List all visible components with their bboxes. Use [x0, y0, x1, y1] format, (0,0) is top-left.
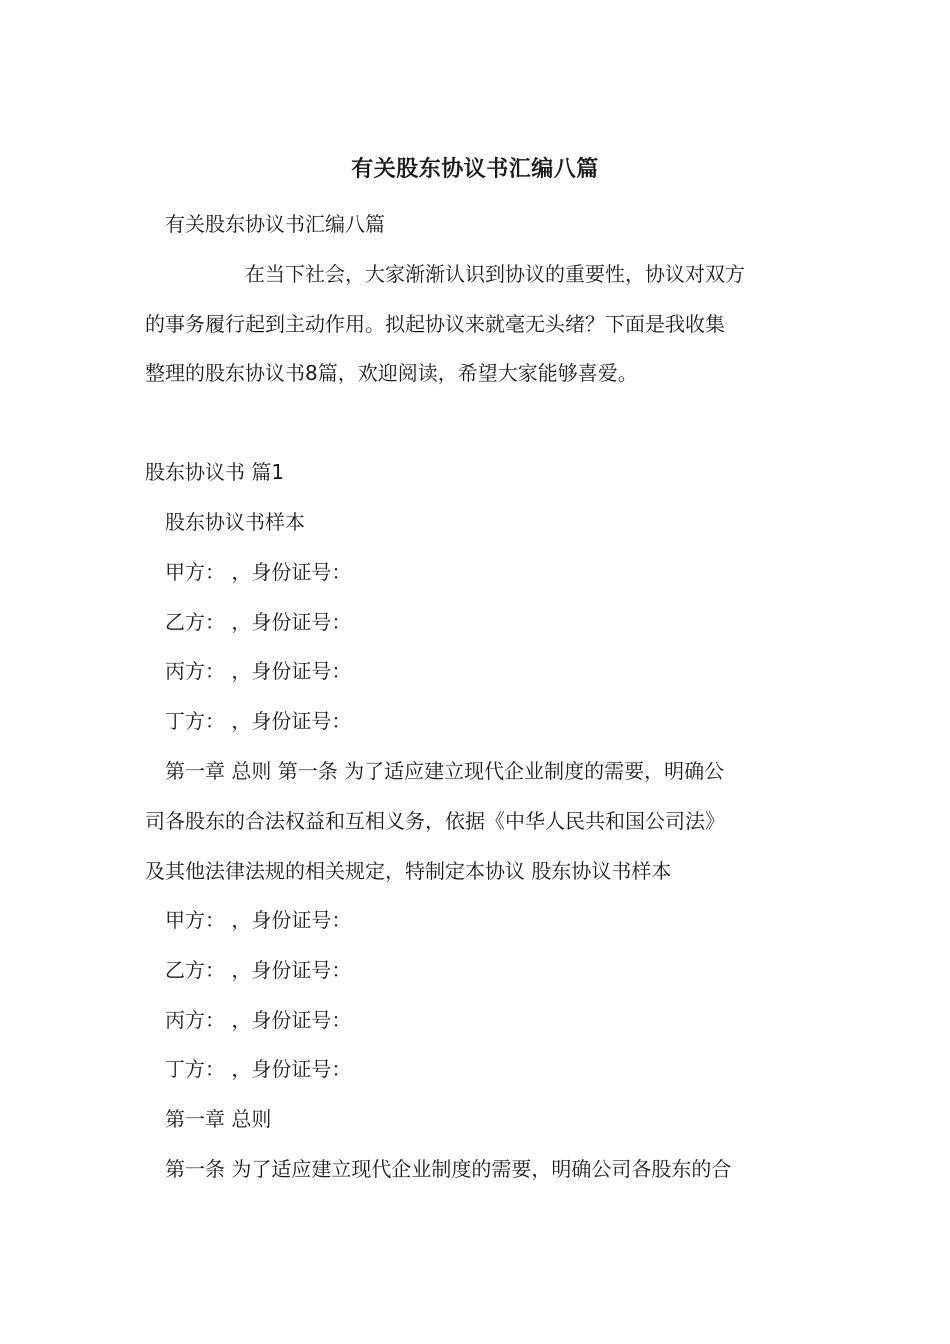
document-title: 有关股东协议书汇编八篇: [351, 157, 599, 182]
party-b-line: 乙方： ，身份证号：: [165, 610, 352, 634]
party-a-line: 甲方： ，身份证号：: [165, 560, 352, 584]
chapter-one-line-3: 及其他法律法规的相关规定，特制定本协议 股东协议书样本: [145, 859, 672, 883]
sample-title: 股东协议书样本: [165, 510, 305, 534]
party-b-line-2: 乙方： ，身份证号：: [165, 958, 352, 982]
chapter-one-line-1: 第一章 总则 第一条 为了适应建立现代企业制度的需要，明确公: [165, 759, 725, 783]
party-c-line-2: 丙方： ，身份证号：: [165, 1008, 352, 1032]
party-d-line-2: 丁方： ，身份证号：: [165, 1057, 352, 1081]
intro-paragraph-line-3: 整理的股东协议书8篇，欢迎阅读，希望大家能够喜爱。: [145, 361, 638, 385]
party-c-line: 丙方： ，身份证号：: [165, 659, 352, 683]
party-d-line: 丁方： ，身份证号：: [165, 709, 352, 733]
party-a-line-2: 甲方： ，身份证号：: [165, 908, 352, 932]
article-one-line: 第一条 为了适应建立现代企业制度的需要，明确公司各股东的合: [165, 1157, 732, 1181]
section-heading-1: 股东协议书 篇1: [145, 460, 285, 484]
intro-paragraph-line-1: 在当下社会，大家渐渐认识到协议的重要性，协议对双方: [245, 262, 745, 286]
chapter-one-line-2: 司各股东的合法权益和互相义务，依据《中华人民共和国公司法》: [145, 809, 725, 833]
intro-heading: 有关股东协议书汇编八篇: [165, 212, 385, 236]
chapter-one-heading: 第一章 总则: [165, 1107, 272, 1131]
intro-paragraph-line-2: 的事务履行起到主动作用。拟起协议来就毫无头绪？下面是我收集: [145, 312, 725, 336]
